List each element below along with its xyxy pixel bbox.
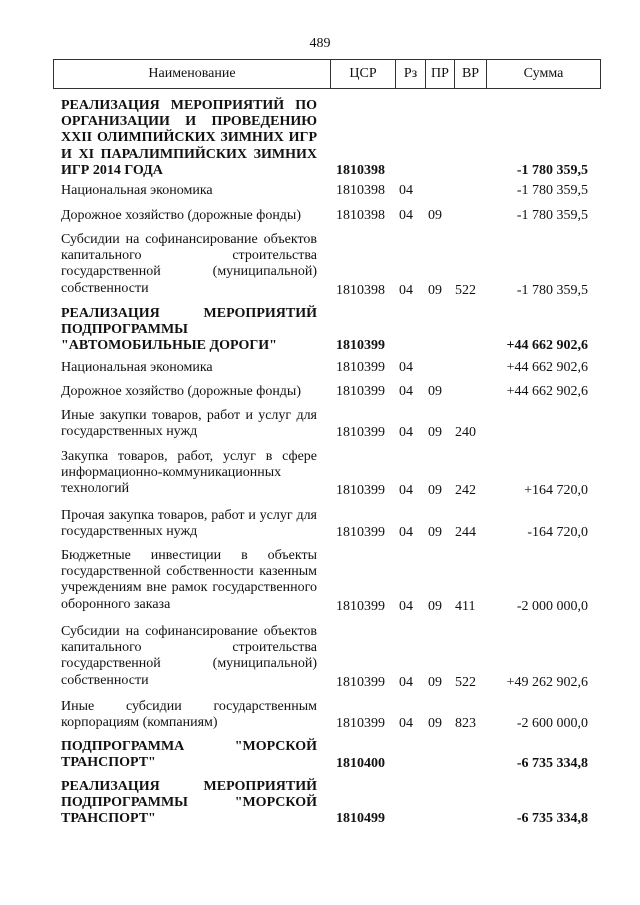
row-name: Национальная экономика	[61, 183, 213, 198]
row-pr: 09	[428, 283, 442, 298]
row-rz: 04	[399, 183, 413, 198]
row-sum: -2 600 000,0	[516, 716, 588, 731]
table-row	[0, 306, 640, 356]
page-number: 489	[309, 36, 331, 51]
row-vr: 244	[455, 525, 476, 540]
row-sum: -6 735 334,8	[516, 811, 588, 826]
row-name: РЕАЛИЗАЦИЯ МЕРОПРИЯТИЙ ПО ОРГАНИЗАЦИИ И ПРОВЕДЕНИЮ XXII ОЛИМПИЙСКИХ ЗИМНИХ ИГР И XI ПАРАЛИМПИЙСКИХ ЗИМНИХ ИГР 2014 ГОДА	[61, 98, 317, 178]
row-csr: 1810399	[336, 525, 385, 540]
row-name: РЕАЛИЗАЦИЯ МЕРОПРИЯТИЙ ПОДПРОГРАММЫ "МОРСКОЙ ТРАНСПОРТ"	[61, 779, 317, 827]
table-row	[0, 548, 640, 614]
row-pr: 09	[428, 384, 442, 399]
table-row	[0, 98, 640, 180]
row-rz: 04	[399, 525, 413, 540]
row-csr: 1810398	[336, 183, 385, 198]
table-row	[0, 408, 640, 442]
row-name: ПОДПРОГРАММА "МОРСКОЙ ТРАНСПОРТ"	[61, 739, 317, 771]
row-rz: 04	[399, 716, 413, 731]
row-pr: 09	[428, 675, 442, 690]
table-row	[0, 779, 640, 829]
row-csr: 1810499	[336, 811, 385, 826]
table-row	[0, 183, 640, 203]
header-pr: ПР	[425, 60, 454, 88]
row-rz: 04	[399, 675, 413, 690]
row-name: Иные субсидии государственным корпорациям (компаниям)	[61, 699, 317, 731]
row-pr: 09	[428, 716, 442, 731]
row-pr: 09	[428, 425, 442, 440]
row-vr: 522	[455, 675, 476, 690]
row-name: Прочая закупка товаров, работ и услуг для государственных нужд	[61, 508, 317, 540]
table-row	[0, 624, 640, 690]
header-sum: Сумма	[486, 60, 600, 88]
row-sum: +44 662 902,6	[506, 384, 588, 399]
table-body	[0, 92, 640, 827]
row-name: Бюджетные инвестиции в объекты государственной собственности казенным учреждениям вне рамок государственного оборонного заказа	[61, 548, 317, 612]
table-row	[0, 739, 640, 773]
row-rz: 04	[399, 208, 413, 223]
header-rz: Рз	[395, 60, 425, 88]
row-sum: -6 735 334,8	[516, 756, 588, 771]
row-sum: +164 720,0	[524, 483, 588, 498]
header-csr: ЦСР	[330, 60, 395, 88]
row-csr: 1810399	[336, 384, 385, 399]
row-name: Закупка товаров, работ, услуг в сфере информационно-коммуникационных технологий	[61, 449, 317, 497]
row-vr: 411	[455, 599, 476, 614]
row-pr: 09	[428, 483, 442, 498]
row-name: Субсидии на софинансирование объектов капитального строительства государственной (муниципальной) собственности	[61, 232, 317, 296]
table-row	[0, 449, 640, 499]
table-header	[53, 59, 601, 89]
table-row	[0, 699, 640, 733]
row-csr: 1810399	[336, 483, 385, 498]
row-csr: 1810398	[336, 163, 385, 178]
row-vr: 242	[455, 483, 476, 498]
row-pr: 09	[428, 525, 442, 540]
row-pr: 09	[428, 599, 442, 614]
header-vr: ВР	[454, 60, 486, 88]
row-rz: 04	[399, 283, 413, 298]
row-sum: -164 720,0	[527, 525, 588, 540]
row-sum: +44 662 902,6	[506, 360, 588, 375]
row-sum: -1 780 359,5	[516, 283, 588, 298]
row-name: Субсидии на софинансирование объектов капитального строительства государственной (муниципальной) собственности	[61, 624, 317, 688]
row-csr: 1810399	[336, 338, 385, 353]
header-name: Наименование	[148, 66, 236, 81]
row-rz: 04	[399, 360, 413, 375]
row-csr: 1810399	[336, 360, 385, 375]
table-row	[0, 232, 640, 298]
row-sum: +49 262 902,6	[506, 675, 588, 690]
table-row	[0, 384, 640, 404]
row-name: Дорожное хозяйство (дорожные фонды)	[61, 384, 302, 399]
table-row	[0, 208, 640, 228]
row-csr: 1810399	[336, 716, 385, 731]
row-name: РЕАЛИЗАЦИЯ МЕРОПРИЯТИЙ ПОДПРОГРАММЫ "АВТОМОБИЛЬНЫЕ ДОРОГИ"	[61, 306, 317, 354]
row-name: Национальная экономика	[61, 360, 213, 375]
row-csr: 1810399	[336, 425, 385, 440]
row-sum: -1 780 359,5	[516, 208, 588, 223]
row-rz: 04	[399, 425, 413, 440]
row-sum: +44 662 902,6	[506, 338, 588, 353]
row-rz: 04	[399, 483, 413, 498]
row-pr: 09	[428, 208, 442, 223]
row-csr: 1810399	[336, 675, 385, 690]
row-vr: 240	[455, 425, 476, 440]
row-sum: -2 000 000,0	[516, 599, 588, 614]
row-csr: 1810399	[336, 599, 385, 614]
row-csr: 1810398	[336, 283, 385, 298]
table-row	[0, 360, 640, 380]
row-name: Иные закупки товаров, работ и услуг для государственных нужд	[61, 408, 317, 440]
table-row	[0, 508, 640, 542]
row-vr: 823	[455, 716, 476, 731]
row-sum: -1 780 359,5	[516, 163, 588, 178]
row-rz: 04	[399, 384, 413, 399]
row-name: Дорожное хозяйство (дорожные фонды)	[61, 208, 302, 223]
row-vr: 522	[455, 283, 476, 298]
row-sum: -1 780 359,5	[516, 183, 588, 198]
row-csr: 1810398	[336, 208, 385, 223]
row-csr: 1810400	[336, 756, 385, 771]
row-rz: 04	[399, 599, 413, 614]
